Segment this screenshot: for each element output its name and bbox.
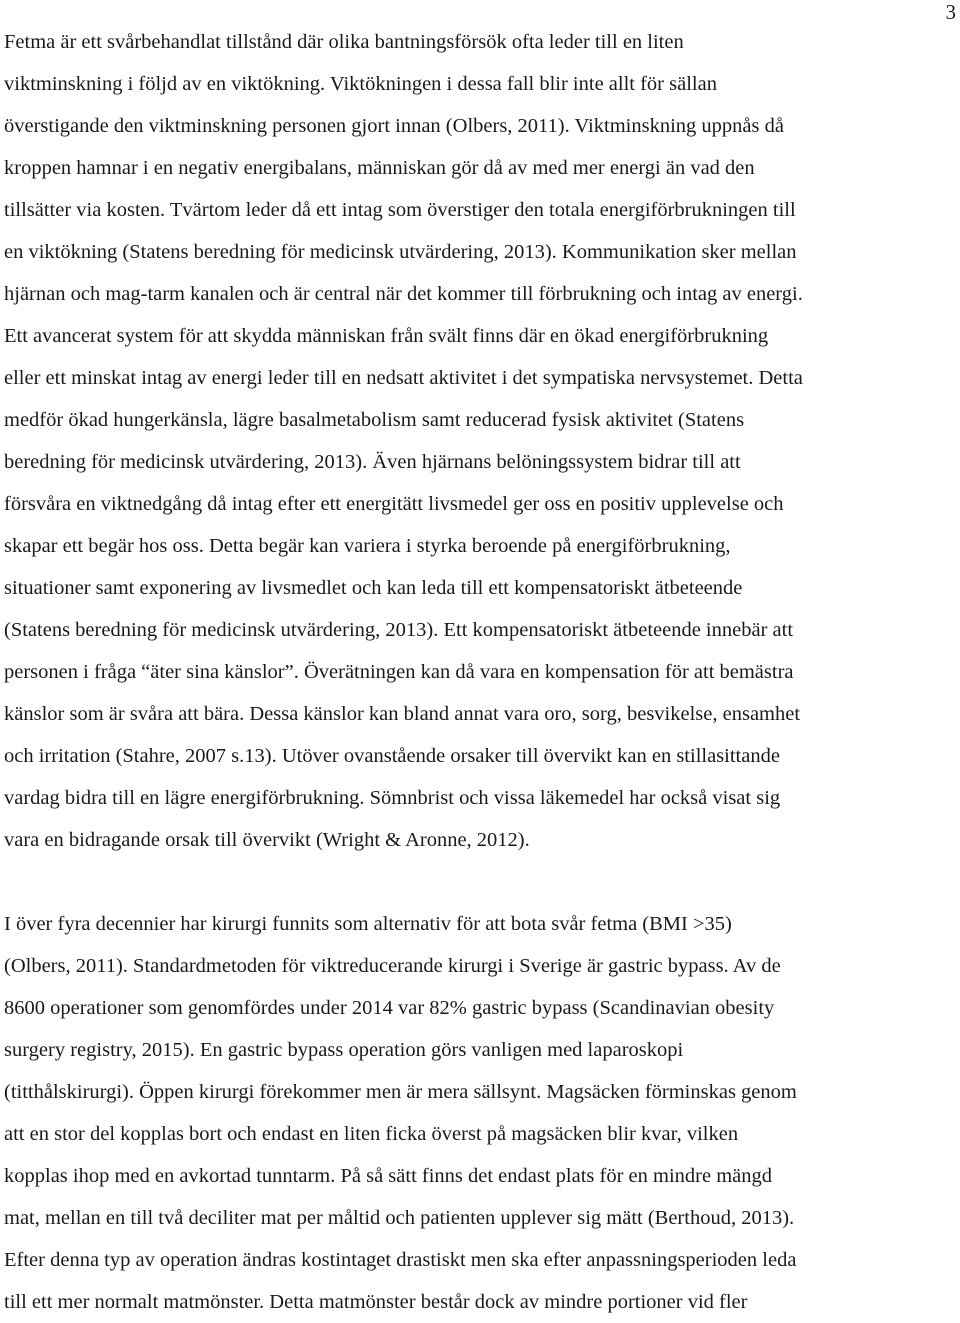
paragraph-bariatric-surgery (4, 903, 956, 1323)
text-line: beredning för medicinsk utvärdering, 2013). Även hjärnans belöningssystem bidrar till att (4, 451, 741, 473)
text-line: Efter denna typ av operation ändras kostintaget drastiskt men ska efter anpassningsperioden leda (4, 1249, 797, 1271)
text-line: en viktökning (Statens beredning för medicinsk utvärdering, 2013). Kommunikation sker mellan (4, 241, 797, 263)
text-line: tillsätter via kosten. Tvärtom leder då ett intag som överstiger den totala energiförbrukningen till (4, 199, 796, 221)
body-text (4, 21, 956, 1323)
text-line: (titthålskirurgi). Öppen kirurgi förekommer men är mera sällsynt. Magsäcken förminskas genom (4, 1081, 797, 1103)
text-line: och irritation (Stahre, 2007 s.13). Utöver ovanstående orsaker till övervikt kan en stillasittande (4, 745, 780, 767)
text-line: kroppen hamnar i en negativ energibalans, människan gör då av med mer energi än vad den (4, 157, 755, 179)
text-line: Ett avancerat system för att skydda människan från svält finns där en ökad energiförbrukning (4, 325, 769, 347)
text-line: I över fyra decennier har kirurgi funnits som alternativ för att bota svår fetma (BMI >35) (4, 913, 732, 935)
text-line: medför ökad hungerkänsla, lägre basalmetabolism samt reducerad fysisk aktivitet (Statens (4, 409, 745, 431)
text-line: eller ett minskat intag av energi leder till en nedsatt aktivitet i det sympatiska nervsystemet. Detta (4, 367, 803, 389)
text-line: kopplas ihop med en avkortad tunntarm. På så sätt finns det endast plats för en mindre mängd (4, 1165, 773, 1187)
text-line: vara en bidragande orsak till övervikt (Wright & Aronne, 2012). (4, 829, 530, 851)
text-line: mat, mellan en till två deciliter mat per måltid och patienten upplever sig mätt (Berthoud, 2013). (4, 1207, 795, 1229)
text-line: hjärnan och mag-tarm kanalen och är central när det kommer till förbrukning och intag av energi. (4, 283, 803, 305)
text-line: personen i fråga “äter sina känslor”. Överätningen kan då vara en kompensation för att bemästra (4, 661, 794, 683)
text-line: 8600 operationer som genomfördes under 2014 var 82% gastric bypass (Scandinavian obesity (4, 997, 775, 1019)
text-line: överstigande den viktminskning personen gjort innan (Olbers, 2011). Viktminskning uppnås då (4, 115, 784, 137)
text-line: att en stor del kopplas bort och endast en liten ficka överst på magsäcken blir kvar, vilken (4, 1123, 739, 1145)
text-line: känslor som är svåra att bära. Dessa känslor kan bland annat vara oro, sorg, besvikelse, ensamhet (4, 703, 801, 725)
paragraph-obesity-causes (4, 21, 956, 861)
text-line: surgery registry, 2015). En gastric bypass operation görs vanligen med laparoskopi (4, 1039, 684, 1061)
text-line: försvåra en viktnedgång då intag efter ett energitätt livsmedel ger oss en positiv upplevelse och (4, 493, 784, 515)
text-line: viktminskning i följd av en viktökning. Viktökningen i dessa fall blir inte allt för sällan (4, 73, 717, 95)
page-number: 3 (945, 0, 956, 24)
text-line: (Statens beredning för medicinsk utvärdering, 2013). Ett kompensatoriskt ätbeteende innebär att (4, 619, 794, 641)
text-line: Fetma är ett svårbehandlat tillstånd där olika bantningsförsök ofta leder till en liten (4, 31, 684, 53)
paragraph-spacer (4, 861, 956, 903)
text-line: vardag bidra till en lägre energiförbrukning. Sömnbrist och vissa läkemedel har också visat sig (4, 787, 781, 809)
text-line: skapar ett begär hos oss. Detta begär kan variera i styrka beroende på energiförbrukning, (4, 535, 731, 557)
text-line: situationer samt exponering av livsmedlet och kan leda till ett kompensatoriskt ätbeteende (4, 577, 743, 599)
text-line: till ett mer normalt matmönster. Detta matmönster består dock av mindre portioner vid fler (4, 1291, 748, 1313)
text-line: (Olbers, 2011). Standardmetoden för viktreducerande kirurgi i Sverige är gastric bypass. Av de (4, 955, 781, 977)
